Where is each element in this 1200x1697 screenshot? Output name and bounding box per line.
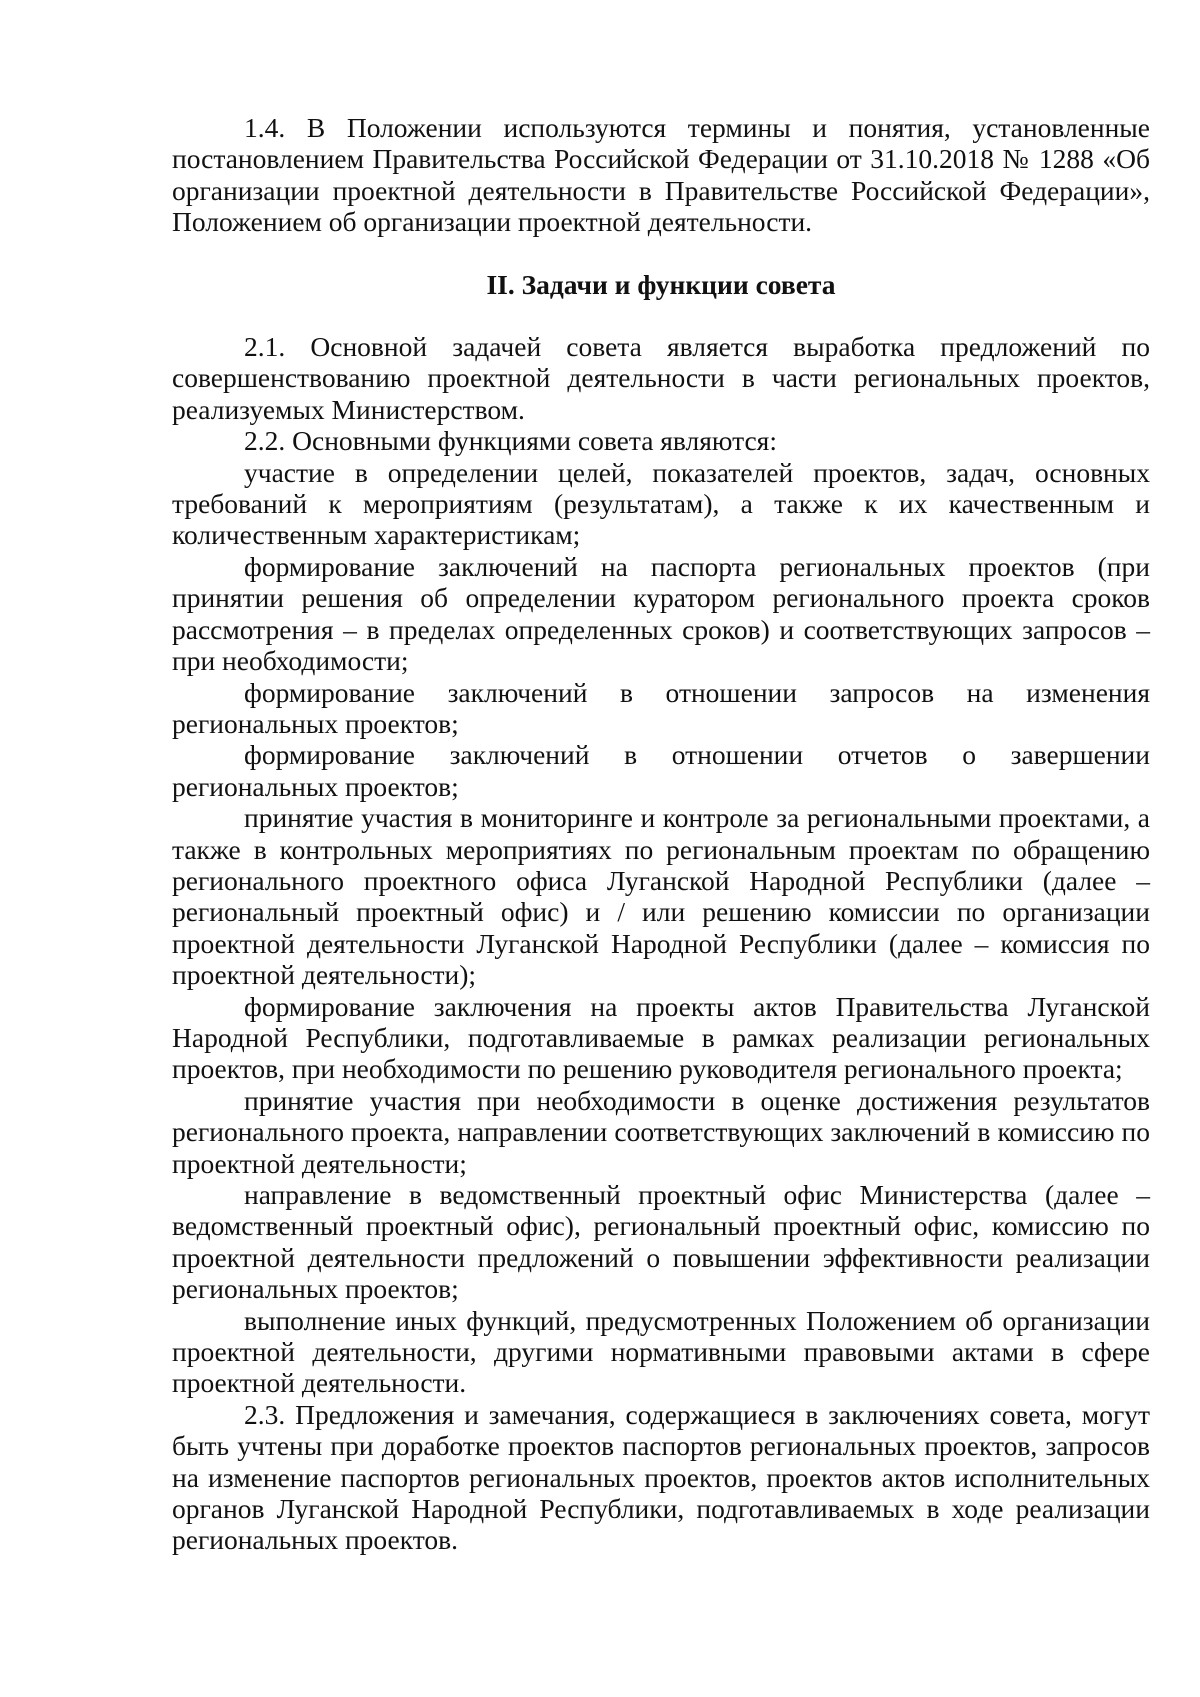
paragraph-1-4: 1.4. В Положении используются термины и понятия, установленные постановлением Правительства Российской Федерации от 31.10.2018 № 1288 «Об организации проектной деятельности в Правительстве Российской Федерации», Положением об организации проектной деятельности.: [172, 112, 1150, 238]
function-item: формирование заключений в отношении отчетов о завершении региональных проектов;: [172, 739, 1150, 802]
function-item: формирование заключений на паспорта региональных проектов (при принятии решения об определении куратором регионального проекта сроков рассмотрения – в пределах определенных сроков) и соответствующих запросов – при необходимости;: [172, 550, 1150, 677]
paragraph-2-3: 2.3. Предложения и замечания, содержащиеся в заключениях совета, могут быть учтены при доработке проектов паспортов региональных проектов, запросов на изменение паспортов региональных проектов, проектов актов исполнительных органов Луганской Народной Республики, подготавливаемых в ходе реализации региональных проектов.: [172, 1398, 1150, 1556]
function-item: принятие участия в мониторинге и контроле за региональными проектами, а также в контрольных мероприятиях по региональным проектам по обращению регионального проектного офиса Луганской Народной Республики (далее – региональный проектный офис) и / или решению комиссии по организации проектной деятельности Луганской Народной Республики (далее – комиссия по проектной деятельности);: [172, 802, 1150, 991]
function-item: участие в определении целей, показателей проектов, задач, основных требований к мероприятиям (результатам), а также к их качественным и количественным характеристикам;: [172, 456, 1150, 551]
functions-list: [172, 457, 1150, 1399]
function-item: формирование заключений в отношении запросов на изменения региональных проектов;: [172, 676, 1150, 739]
function-item: направление в ведомственный проектный офис Министерства (далее – ведомственный проектный офис), региональный проектный офис, комиссию по проектной деятельности предложений о повышении эффективности реализации региональных проектов;: [172, 1179, 1150, 1305]
paragraph-2-1: 2.1. Основной задачей совета является выработка предложений по совершенствованию проектной деятельности в части региональных проектов, реализуемых Министерством.: [172, 331, 1150, 425]
section-heading: II. Задачи и функции совета: [486, 268, 836, 300]
document-page: [172, 112, 1150, 1556]
function-item: принятие участия при необходимости в оценке достижения результатов регионального проекта, направлении соответствующих заключений в комиссию по проектной деятельности;: [172, 1084, 1150, 1179]
function-item: выполнение иных функций, предусмотренных Положением об организации проектной деятельности, другими нормативными правовыми актами в сфере проектной деятельности.: [172, 1304, 1150, 1399]
paragraph-2-2: 2.2. Основными функциями совета являются:: [244, 425, 777, 457]
function-item: формирование заключения на проекты актов Правительства Луганской Народной Республики, подготавливаемые в рамках реализации региональных проектов, при необходимости по решению руководителя регионального проекта;: [172, 990, 1150, 1085]
